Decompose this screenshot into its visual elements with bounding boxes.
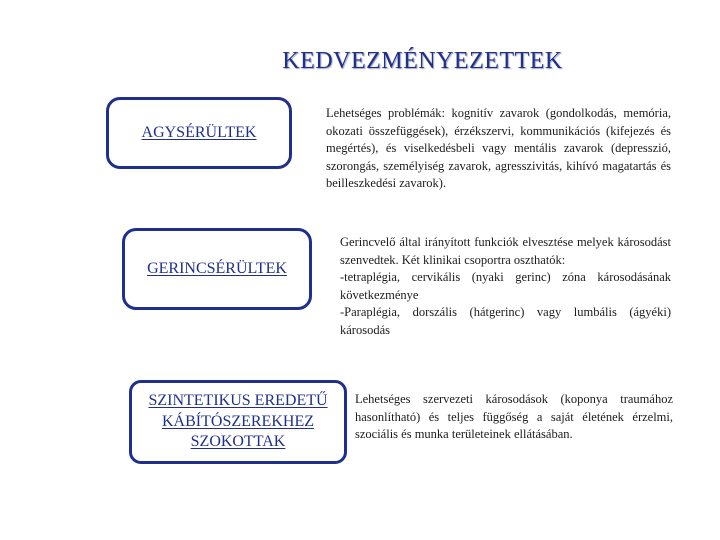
page-title: KEDVEZMÉNYEZETTEK xyxy=(282,48,563,74)
group-description: Lehetséges szervezeti károsodások (koponya traumához hasonlítható) és teljes függőség a saját életének érzelmi, szociális és munka területeinek ellátásában. xyxy=(355,392,673,442)
group-label xyxy=(148,391,327,452)
group-label: GERINCSÉRÜLTEK xyxy=(147,259,287,277)
group-box-drug-addicted xyxy=(129,380,347,464)
description-line: -Paraplégia, dorszális (hátgerinc) vagy lumbális (ágyéki) károsodás xyxy=(340,305,671,337)
description-line: Gerincvelő által irányított funkciók elvesztése melyek károsodást szenvedtek. Két klinikai csoportra oszthatók: xyxy=(340,235,671,267)
group-description xyxy=(340,234,671,340)
group-label-line: SZINTETIKUS EREDETŰ xyxy=(148,392,328,410)
group-box-spinal-injured xyxy=(122,228,312,310)
group-description: Lehetséges problémák: kognitív zavarok (gondolkodás, memória, okozati összefüggések), érzékszervi, kommunikációs (kifejezés és megértés), és viselkedésbeli vagy mentális zavarok (depresszió, szorongás, személyiség zavarok, agresszivitás, kihívó magatartás és beilleszkedési zavarok). xyxy=(326,106,671,191)
group-label: AGYSÉRÜLTEK xyxy=(141,123,257,141)
group-box-brain-injured xyxy=(106,97,292,169)
group-label-line: SZOKOTTAK xyxy=(190,433,286,451)
description-line: -tetraplégia, cervikális (nyaki gerinc) zóna károsodásának következménye xyxy=(340,270,671,302)
group-label-line: KÁBÍTÓSZEREKHEZ xyxy=(162,412,314,430)
